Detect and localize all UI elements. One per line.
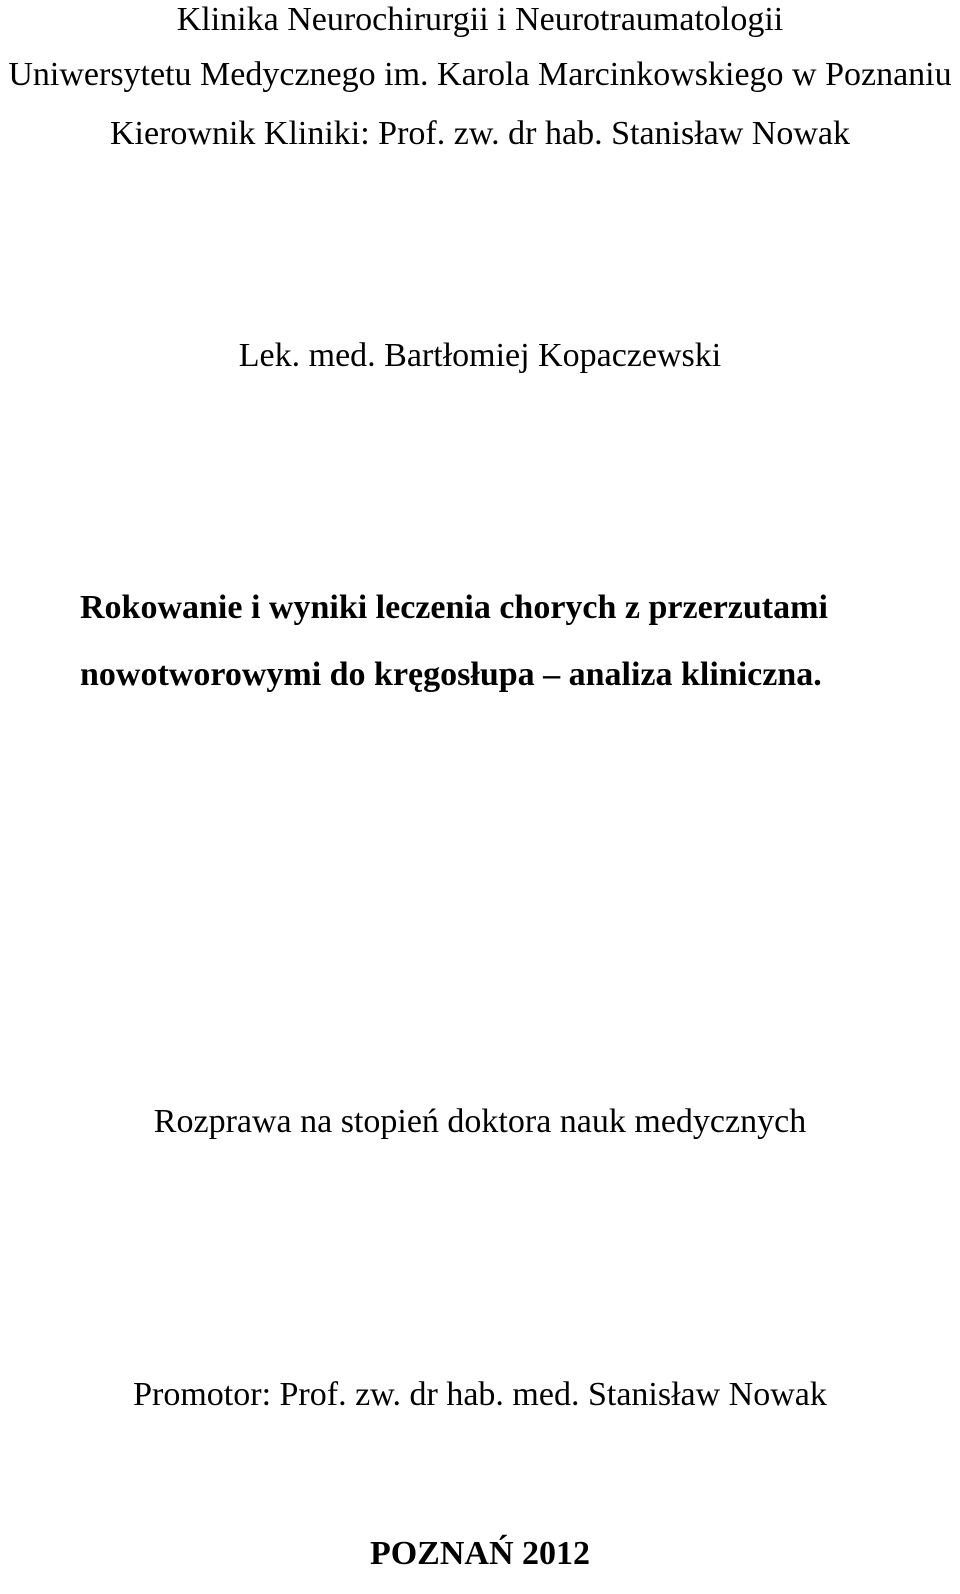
author-name: Lek. med. Bartłomiej Kopaczewski xyxy=(238,337,722,374)
clinic-head-line: Kierownik Kliniki: Prof. zw. dr hab. Stanisław Nowak xyxy=(109,115,850,152)
thesis-type: Rozprawa na stopień doktora nauk medycznych xyxy=(153,1103,807,1140)
institution-line-2: Uniwersytetu Medycznego im. Karola Marcinkowskiego w Poznaniu xyxy=(8,56,952,93)
thesis-title-line-2: nowotworowymi do kręgosłupa – analiza kliniczna. xyxy=(80,656,822,693)
promoter: Promotor: Prof. zw. dr hab. med. Stanisław Nowak xyxy=(133,1376,827,1413)
place-and-year: POZNAŃ 2012 xyxy=(369,1535,591,1572)
thesis-title-line-1: Rokowanie i wyniki leczenia chorych z przerzutami xyxy=(80,589,828,626)
institution-line-1: Klinika Neurochirurgii i Neurotraumatologii xyxy=(176,1,784,38)
